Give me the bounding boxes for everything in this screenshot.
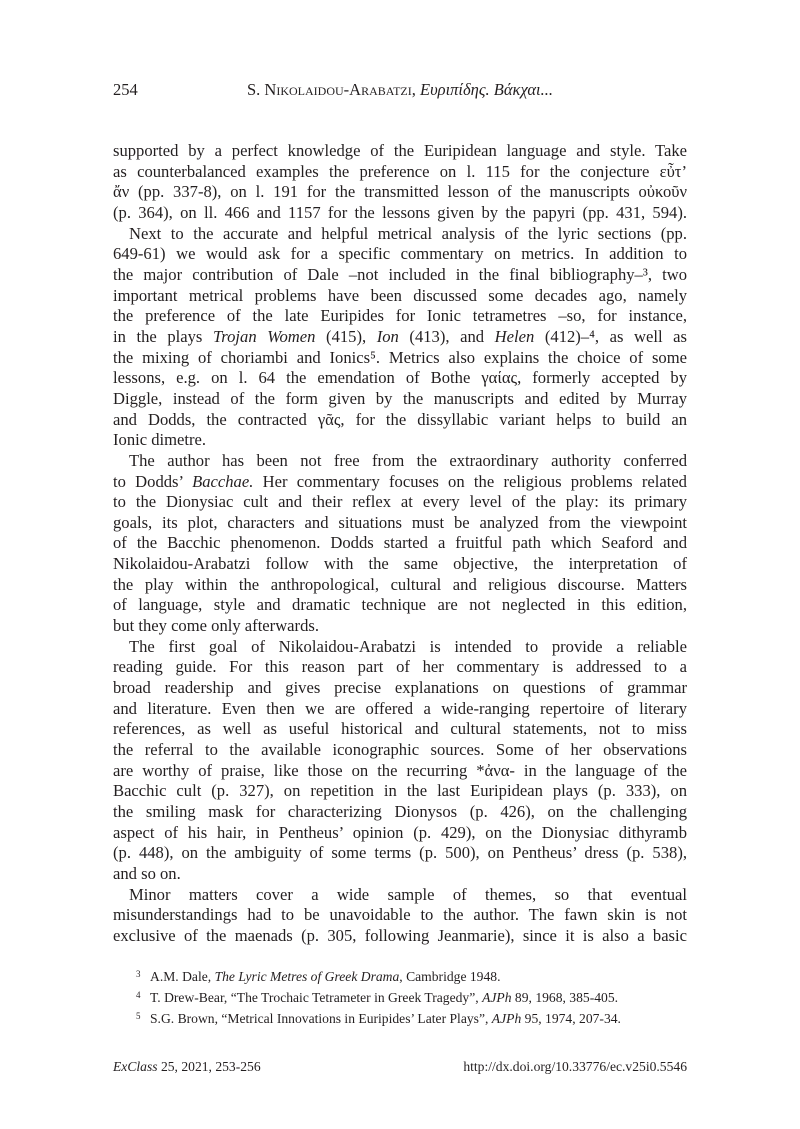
footnotes [136, 965, 696, 1028]
body-text [113, 141, 687, 947]
text-line: Ionic dimetre. [113, 430, 207, 450]
text-line: the smiling mask for characterizing Dionysos (p. 426), on the challenging [113, 802, 687, 821]
text-line: important metrical problems have been discussed some decades ago, namely [113, 285, 687, 305]
footnote: 4 T. Drew-Bear, “The Trochaic Tetrameter in Greek Tragedy”, AJPh 89, 1968, 385-405. [136, 986, 696, 1007]
text-line: references, as well as useful historical and cultural statements, not to miss [113, 719, 687, 739]
running-author: S. Nikolaidou-Arabatzi [247, 80, 412, 99]
text-line: supported by a perfect knowledge of the Euripidean language and style. Take [113, 141, 687, 160]
text-line: (p. 364), on ll. 466 and 1157 for the lessons given by the papyri (pp. 431, 594). [113, 202, 687, 222]
journal-name: ExClass [113, 1059, 158, 1074]
text-line: the preference of the late Euripides for Ionic tetrametres –so, for instance, [113, 306, 687, 326]
footnote: 3 A.M. Dale, The Lyric Metres of Greek Drama, Cambridge 1948. [136, 965, 696, 986]
footnote-number: 5 [136, 1011, 141, 1021]
italic-text: AJPh [491, 1011, 522, 1026]
text-line: Minor matters cover a wide sample of themes, so that eventual [129, 884, 687, 904]
text-line: of language, style and dramatic technique are not neglected in this edition, [113, 595, 687, 615]
footnote-number: 4 [136, 990, 141, 1000]
running-book-title: Ευριπίδης. Βάκχαι... [420, 80, 553, 99]
text-line: Diggle, instead of the form given by the manuscripts and edited by Murray [113, 388, 687, 408]
page-number: 254 [113, 80, 138, 99]
text-line: aspect of his hair, in Pentheus’ opinion (p. 429), on the Dionysiac dithyramb [113, 822, 687, 842]
text-line: in the plays Trojan Women (415), Ion (413), and Helen (412)–⁴, as well as [113, 326, 688, 346]
doi-link[interactable]: http://dx.doi.org/10.33776/ec.v25i0.5546 [463, 1059, 687, 1074]
text-line: ἄν (pp. 337-8), on l. 191 for the transmitted lesson of the manuscripts οὐκοῦν [113, 182, 687, 202]
text-line: but they come only afterwards. [113, 616, 319, 636]
running-title [113, 80, 687, 100]
text-line: the mixing of choriambi and Ionics⁵. Metrics also explains the choice of some [113, 347, 687, 367]
text-line: the referral to the available iconographic sources. Some of her observations [113, 740, 687, 760]
italic-text: Bacchae. [192, 471, 254, 491]
text-line: Nikolaidou-Arabatzi follow with the same objective, the interpretation of [113, 554, 687, 574]
text-line: as counterbalanced examples the preference on l. 115 for the conjecture εὖτ’ [113, 161, 687, 181]
text-line: Bacchic cult (p. 327), on repetition in the last Euripidean plays (p. 333), on [113, 781, 687, 801]
text-line: exclusive of the maenads (p. 305, following Jeanmarie), since it is also a basic [113, 925, 687, 945]
text-line: are worthy of praise, like those on the recurring *ἀνα- in the language of the [113, 760, 687, 780]
text-line: (p. 448), on the ambiguity of some terms (p. 500), on Pentheus’ dress (p. 538), [113, 843, 687, 863]
text-line: of the Bacchic phenomenon. Dodds started a fruitful path which Seaford and [113, 533, 687, 553]
text-line: 649-61) we would ask for a specific commentary on metrics. In addition to [113, 244, 687, 264]
text-line: reading guide. For this reason part of her commentary is addressed to a [113, 657, 687, 677]
footnote-number: 3 [136, 969, 141, 979]
text-line: Next to the accurate and helpful metrical analysis of the lyric sections (pp. [129, 223, 687, 243]
text-line: and literature. Even then we are offered a wide-ranging repertoire of literary [113, 698, 687, 718]
italic-text: Trojan Women [212, 326, 316, 346]
text-line: The author has been not free from the extraordinary authority conferred [129, 450, 687, 470]
text-line: The first goal of Nikolaidou-Arabatzi is intended to provide a reliable [129, 636, 687, 656]
text-line: broad readership and gives precise explanations on questions of grammar [113, 678, 687, 698]
text-line: misunderstandings had to be unavoidable to the author. The fawn skin is not [113, 905, 687, 925]
italic-text: Helen [494, 326, 535, 346]
running-header [113, 80, 687, 102]
text-line: and so on. [113, 863, 181, 883]
text-line: to the Dionysiac cult and their reflex at every level of the play: its primary [113, 492, 687, 512]
footnote: 5 S.G. Brown, “Metrical Innovations in Euripides’ Later Plays”, AJPh 95, 1974, 207-34. [136, 1007, 696, 1028]
text-line: lessons, e.g. on l. 64 the emendation of Bothe γαίας, formerly accepted by [113, 368, 687, 388]
text-line: the play within the anthropological, cultural and religious discourse. Matters [113, 574, 687, 594]
italic-text: The Lyric Metres of Greek Drama [214, 969, 400, 984]
journal-volume: 25, 2021, 253-256 [157, 1059, 261, 1074]
running-separator: , [411, 80, 420, 99]
journal-citation [113, 1059, 261, 1075]
italic-text: AJPh [482, 990, 512, 1005]
text-line: the major contribution of Dale –not included in the final bibliography–³, two [113, 264, 687, 284]
text-line: goals, its plot, characters and situations must be analyzed from the viewpoint [113, 512, 687, 532]
text-line: and Dodds, the contracted γᾶς, for the dissyllabic variant helps to build an [113, 409, 687, 429]
text-line: to Dodds’ Bacchae. Her commentary focuses on the religious problems related [113, 471, 687, 491]
italic-text: Ion [376, 326, 399, 346]
